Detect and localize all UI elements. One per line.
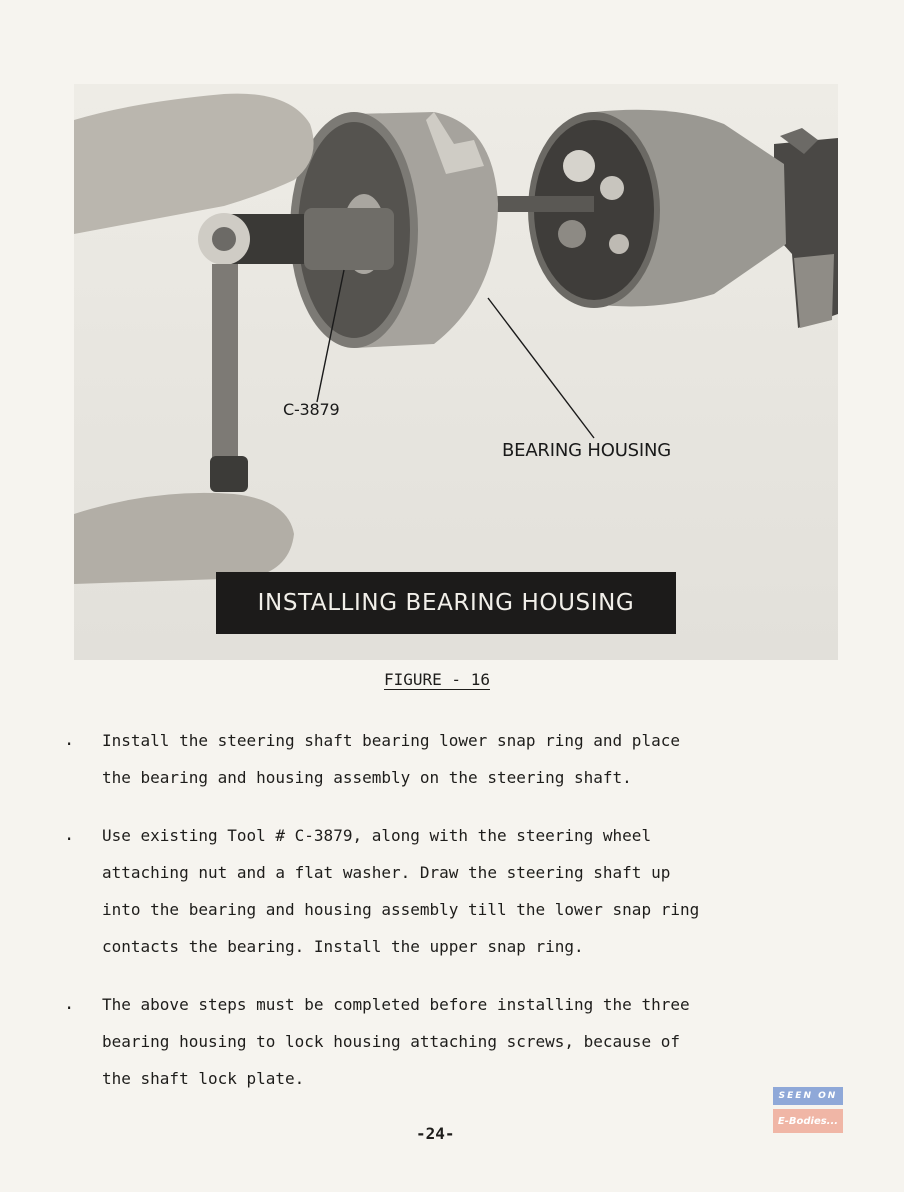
callout-bearing-housing: BEARING HOUSING (502, 440, 672, 461)
tool-socket (198, 208, 394, 270)
bullet-marker: . (64, 730, 75, 750)
instruction-text: Use existing Tool # C-3879, along with the steering wheel attaching nut and a flat washer. Draw the steering shaft up into the bearing and housing assembly till the lower snap ring contacts the bearing. Install the upper snap ring. (102, 826, 700, 956)
instruction-item (64, 722, 844, 796)
page-number: -24- (416, 1124, 455, 1143)
bullet-marker: . (64, 994, 75, 1014)
figure-banner: INSTALLING BEARING HOUSING (216, 572, 676, 634)
instruction-text: The above steps must be completed before installing the three bearing housing to lock housing attaching screws, because of the shaft lock plate. (102, 995, 690, 1088)
ratchet-handle (210, 264, 248, 492)
callout-line-housing (488, 298, 594, 438)
figure-caption: FIGURE - 16 (384, 670, 490, 689)
watermark-line1: SEEN ON (773, 1087, 843, 1105)
upper-hand (74, 94, 314, 234)
watermark-line2: E-Bodies... (773, 1109, 843, 1133)
instruction-list (64, 722, 844, 1118)
instruction-item (64, 986, 844, 1097)
steering-shaft (494, 196, 594, 212)
callout-tool-number: C-3879 (283, 400, 340, 419)
figure-photo (74, 84, 838, 660)
lower-hand (74, 493, 294, 584)
site-watermark (773, 1087, 843, 1133)
instruction-item (64, 817, 844, 965)
instruction-text: Install the steering shaft bearing lower snap ring and place the bearing and housing assembly on the steering shaft. (102, 731, 680, 787)
bullet-marker: . (64, 825, 75, 845)
